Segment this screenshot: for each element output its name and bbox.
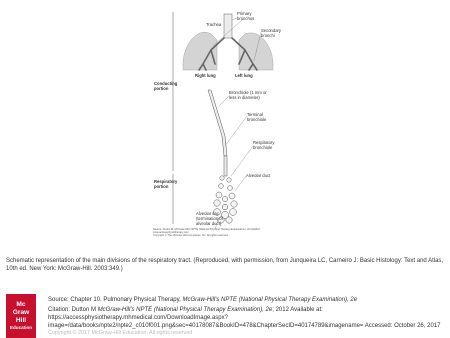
logo-line-3: Hill [15,316,27,324]
terminal-bronchiole-path [224,156,227,176]
trachea-shape [224,14,232,38]
respiratory-tract-diagram [151,6,301,244]
label-alveolar-duct: Alveolar duct [246,173,271,178]
publisher-logo [6,294,36,338]
logo-line-2: Graw [12,309,30,316]
label-conducting-portion: Conducting portion [154,81,178,91]
logo-line-1: Mc [16,301,26,309]
respiratory-bronchiole-shape [219,176,233,191]
citation-rest: ; 2012 Available at: https://accessphysiotherapy.mhmedical.com/DownloadImage.aspx?image=/data/books/npte2/npte2_c010f001.png&sec=40178087&BookID=478&ChapterSecID=40174789&imagename= Accessed: October 26, 2017 [48,307,441,329]
label-terminal-bronchiole: Terminal bronchiole [247,112,267,122]
label-bronchiole: Bronchiole (1 mm or less in diameter) [229,90,267,100]
copyright-notice: Copyright © 2017 McGraw-Hill Education. All rights reserved [48,330,193,336]
respiratory-tract-figure [151,6,301,244]
figure-caption: Schematic representation of the main divisions of the respiratory tract. (Reproduced, with permission, from Junqueira LC, Carneiro J: Basic Histology: Text and Atlas, 10th ed. New York: McGraw-Hill. 2003:349.) [6,258,444,272]
citation-prefix: Citation: Dutton M [48,307,98,313]
source-prefix: Source: Chapter 10. Pulmonary Physical Therapy, [48,297,183,303]
label-left-lung: Left lung [235,73,253,78]
label-primary-bronchus: Primary bronchus [237,11,255,21]
bronchiole-path [208,90,227,156]
citation-line [48,306,446,330]
citation-title: McGraw-Hill's NPTE (National Physical Therapy Examination), 2e [97,307,273,313]
label-right-lung: Right lung [195,73,216,78]
label-alveolar-sac: Alveolar sac (termination of alveolar duct) [196,211,223,226]
alveolar-duct-shape [214,192,237,210]
label-respiratory-bronchiole: Respiratory bronchiole [253,140,275,150]
label-secondary-bronchi: Secondary bronchi [261,28,282,38]
source-line [48,296,446,304]
logo-line-4: Education [9,325,33,331]
label-trachea: Trachea [206,22,222,27]
figure-credit: Source: Dutton M: McGraw-Hill's NPTE (National Physical Therapy Examination), 2nd Edition: www.accessphysiotherapy.com Copyright © The McGraw-Hill Companies, Inc. All rights reserved. [153,228,261,238]
label-respiratory-portion: Respiratory portion [154,179,178,189]
source-title: McGraw-Hill's NPTE (National Physical Therapy Examination), 2e [182,297,358,303]
